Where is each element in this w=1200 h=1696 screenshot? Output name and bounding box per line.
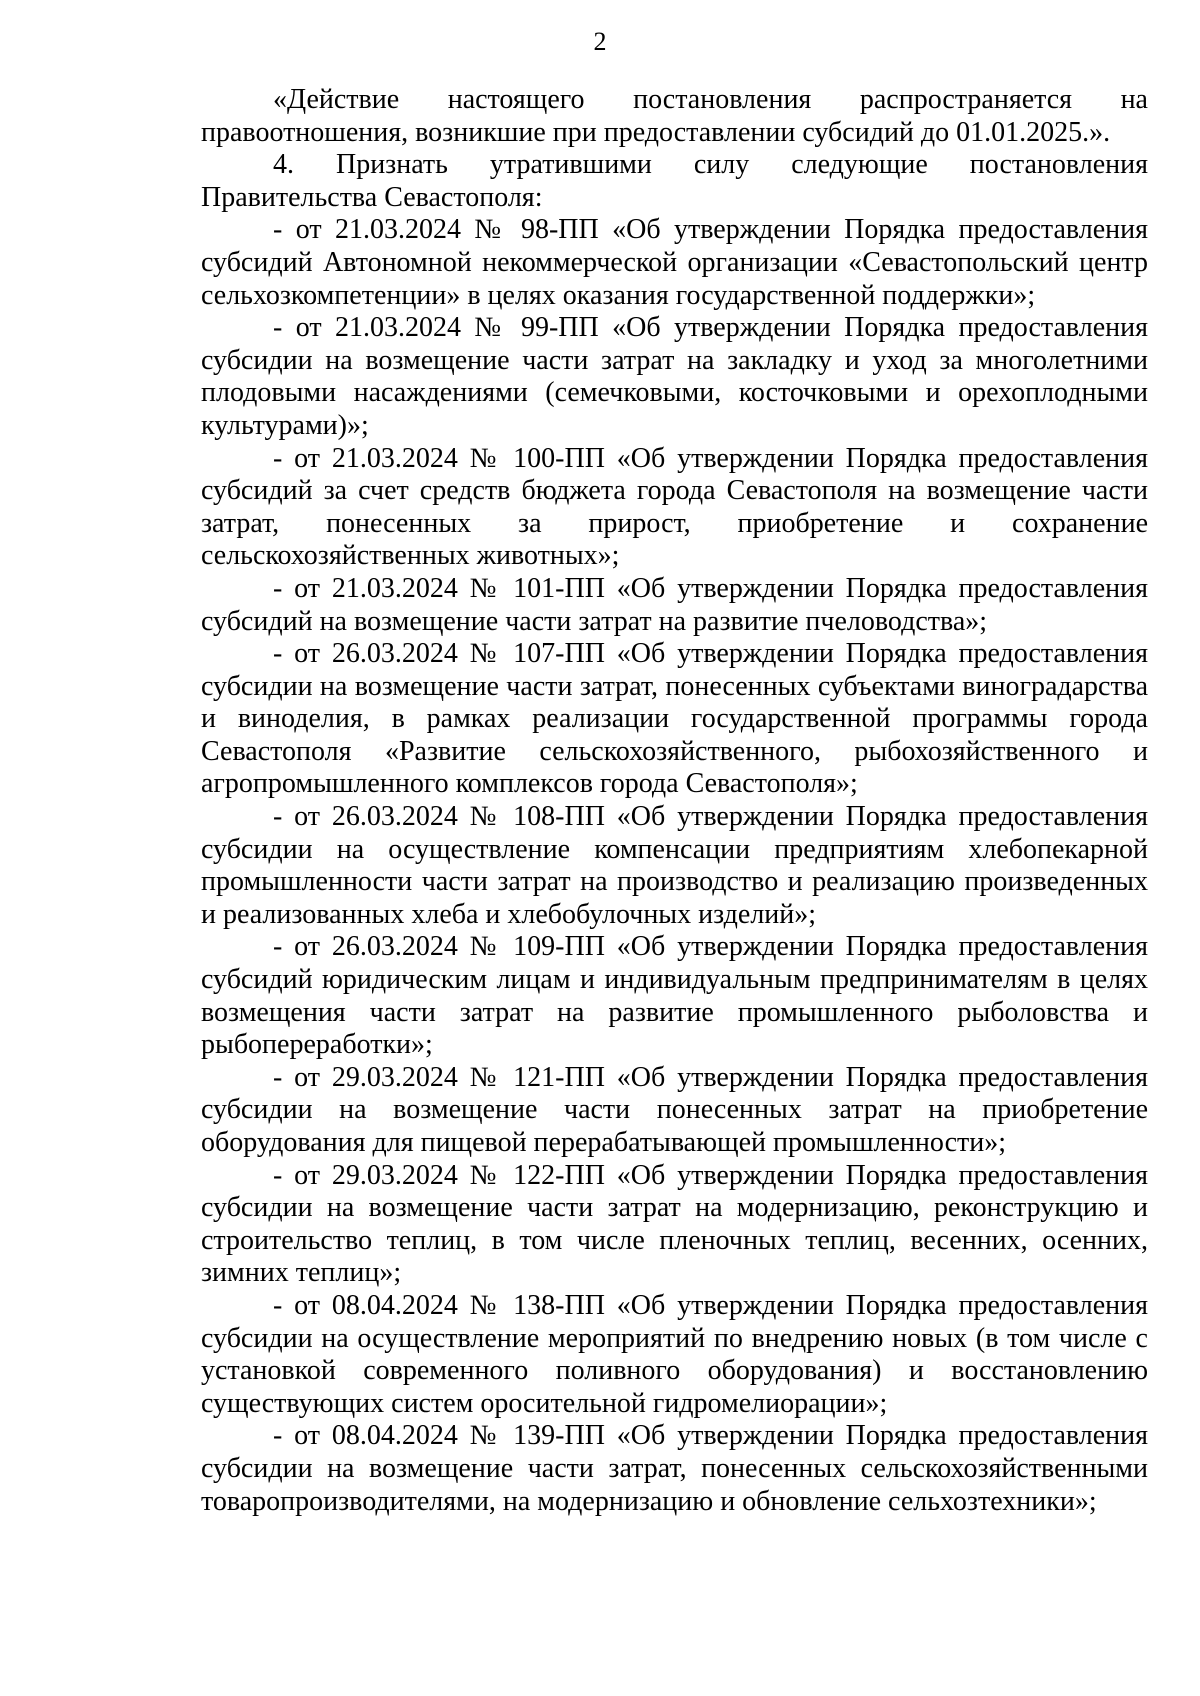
document-body: [201, 84, 1148, 1518]
repealed-resolution-item: - от 21.03.2024 № 98-ПП «Об утверждении Порядка предоставления субсидий Автономной некоммерческой организации «Севастопольский центр сельхозкомпетенции» в целях оказания государственной поддержки»;: [201, 214, 1148, 311]
repealed-resolution-item: - от 29.03.2024 № 122-ПП «Об утверждении Порядка предоставления субсидии на возмещение части затрат на модернизацию, реконструкцию и строительство теплиц, в том числе пленочных теплиц, весенних, осенних, зимних теплиц»;: [201, 1159, 1148, 1289]
repealed-resolution-item: - от 08.04.2024 № 138-ПП «Об утверждении Порядка предоставления субсидии на осуществление мероприятий по внедрению новых (в том числе с установкой современного поливного оборудования) и восстановлению существующих систем оросительной гидромелиорации»;: [201, 1289, 1148, 1419]
page-number: 2: [593, 27, 607, 56]
repealed-resolution-item: - от 26.03.2024 № 109-ПП «Об утверждении Порядка предоставления субсидий юридическим лицам и индивидуальным предпринимателям в целях возмещения части затрат на развитие промышленного рыболовства и рыбопереработки»;: [201, 931, 1148, 1061]
repealed-resolution-item: - от 29.03.2024 № 121-ПП «Об утверждении Порядка предоставления субсидии на возмещение части понесенных затрат на приобретение оборудования для пищевой перерабатывающей промышленности»;: [201, 1061, 1148, 1158]
quoted-clause-paragraph: «Действие настоящего постановления распространяется на правоотношения, возникшие при предоставлении субсидий до 01.01.2025.».: [201, 84, 1148, 148]
repealed-resolution-item: - от 21.03.2024 № 100-ПП «Об утверждении Порядка предоставления субсидий за счет средств бюджета города Севастополя на возмещение части затрат, понесенных за прирост, приобретение и сохранение сельскохозяйственных животных»;: [201, 442, 1148, 572]
repealed-resolution-item: - от 26.03.2024 № 107-ПП «Об утверждении Порядка предоставления субсидии на возмещение части затрат, понесенных субъектами виноградарства и виноделия, в рамках реализации государственной программы города Севастополя «Развитие сельскохозяйственного, рыбохозяйственного и агропромышленного комплексов города Севастополя»;: [201, 638, 1148, 800]
repealed-resolution-item: - от 21.03.2024 № 101-ПП «Об утверждении Порядка предоставления субсидий на возмещение части затрат на развитие пчеловодства»;: [201, 572, 1148, 637]
item-4-paragraph: 4. Признать утратившими силу следующие постановления Правительства Севастополя:: [201, 149, 1148, 213]
repealed-resolution-item: - от 26.03.2024 № 108-ПП «Об утверждении Порядка предоставления субсидии на осуществление компенсации предприятиям хлебопекарной промышленности части затрат на производство и реализацию произведенных и реализованных хлеба и хлебобулочных изделий»;: [201, 801, 1148, 930]
repealed-resolution-item: - от 21.03.2024 № 99-ПП «Об утверждении Порядка предоставления субсидии на возмещение части затрат на закладку и уход за многолетними плодовыми насаждениями (семечковыми, косточковыми и орехоплодными культурами)»;: [201, 312, 1148, 441]
repealed-resolution-item: - от 08.04.2024 № 139-ПП «Об утверждении Порядка предоставления субсидии на возмещение части затрат, понесенных сельскохозяйственными товаропроизводителями, на модернизацию и обновление сельхозтехники»;: [201, 1420, 1148, 1517]
